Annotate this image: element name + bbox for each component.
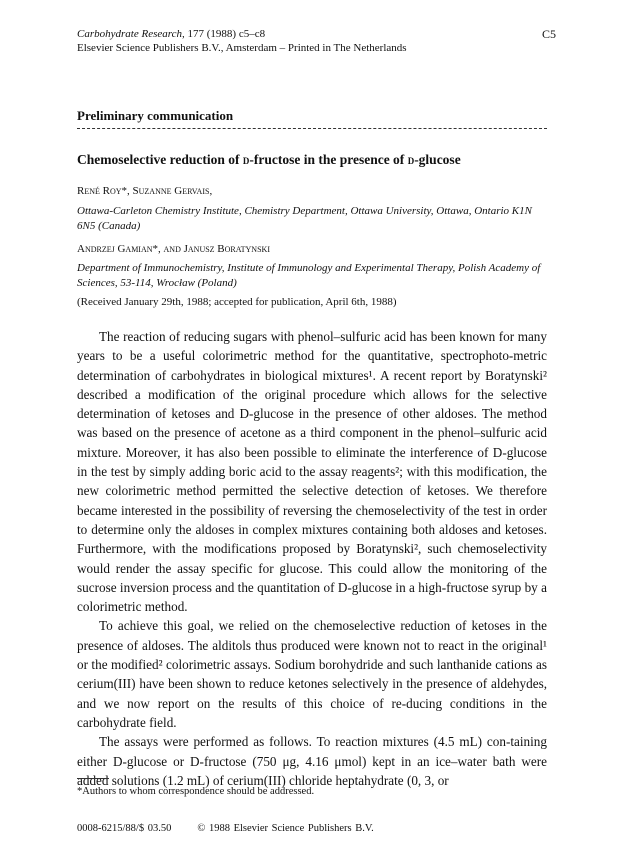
body-paragraph-1: The reaction of reducing sugars with phenol–sulfuric acid has been known for many years to be a useful colorimetric method for the quantitative, spectrophoto-metric determination of carbohydrates in biological mixtures¹. A recent report by Boratynski² described a modification of the original procedure which allows for the selective determination of ketoses and D-glucose in the presence of other aldoses. The method was based on the presence of acetone as a third component in the phenol–sulfuric acid mixture. Moreover, it has also been possible to eliminate the interference of D-glucose in the test by simply adding boric acid to the assay reagents²; with this modification, the new colorimetric method permitted the selective detection of ketoses. We therefore became interested in the possibility of reversing the chemoselectivity of the test in order to determine only the aldoses in complex mixtures containing both aldoses and ketoses. Furthermore, with the modifications proposed by Boratynski², such chemoselectivity would render the assay specific for glucose. This could allow the monitoring of the sucrose inversion process and the quantitation of D-glucose in a high-fructose syrup by a colorimetric method. bbox=[77, 329, 547, 615]
article-body bbox=[77, 327, 547, 790]
title-part-1: Chemoselective reduction of bbox=[77, 152, 243, 167]
author-group-1: René Roy*, Suzanne Gervais, bbox=[77, 185, 213, 197]
title-part-2: -fructose in the presence of bbox=[249, 152, 408, 167]
dashed-divider bbox=[77, 128, 547, 129]
affiliation-1: Ottawa-Carleton Chemistry Institute, Chemistry Department, Ottawa University, Ottawa, Ontario K1N 6N5 (Canada) bbox=[77, 205, 532, 232]
publisher-line: Elsevier Science Publishers B.V., Amsterdam – Printed in The Netherlands bbox=[77, 42, 407, 54]
running-header bbox=[77, 27, 407, 55]
journal-citation bbox=[77, 27, 407, 41]
page-number: C5 bbox=[541, 27, 556, 41]
footnote: *Authors to whom correspondence should be addressed. bbox=[77, 786, 315, 797]
body-paragraph-3: The assays were performed as follows. To reaction mixtures (4.5 mL) con-taining either D-glucose or D-fructose (750 μg, 4.16 μmol) kept in an ice–water bath were added solutions (1.2 mL) of cerium(III) chloride heptahydrate (0, 3, or bbox=[77, 734, 547, 788]
citation-volume: 177 (1988) c5–c8 bbox=[184, 28, 266, 40]
article-title bbox=[77, 152, 461, 168]
copyright-notice: © 1988 Elsevier Science Publishers B.V. bbox=[197, 823, 374, 834]
footnote-rule bbox=[77, 778, 109, 779]
body-paragraph-2: To achieve this goal, we relied on the chemoselective reduction of ketoses in the presence of aldoses. The alditols thus produced were known not to react in the original¹ or the modified² colorimetric assays. Sodium borohydride and such lanthanide cations as cerium(III) have been shown to reduce ketones selectively in the presence of aldehydes, and we now report on the results of this choice of re-ducing conditions in the carbohydrate field. bbox=[77, 618, 547, 730]
title-d-prefix-2: d bbox=[407, 152, 415, 167]
issn-code: 0008-6215/88/$ 03.50 bbox=[77, 823, 172, 834]
title-part-3: -glucose bbox=[414, 152, 461, 167]
journal-name: Carbohydrate Research, bbox=[77, 28, 185, 40]
affiliation-2: Department of Immunochemistry, Institute of Immunology and Experimental Therapy, Polish Academy of Sciences, 53-114, Wrocław (Poland) bbox=[77, 262, 541, 289]
section-label: Preliminary communication bbox=[77, 108, 234, 123]
received-dates: (Received January 29th, 1988; accepted for publication, April 6th, 1988) bbox=[77, 296, 397, 308]
title-d-prefix-1: d bbox=[242, 152, 250, 167]
author-group-2: Andrzej Gamian*, and Janusz Boratynski bbox=[77, 243, 270, 255]
page-footer bbox=[77, 823, 374, 834]
